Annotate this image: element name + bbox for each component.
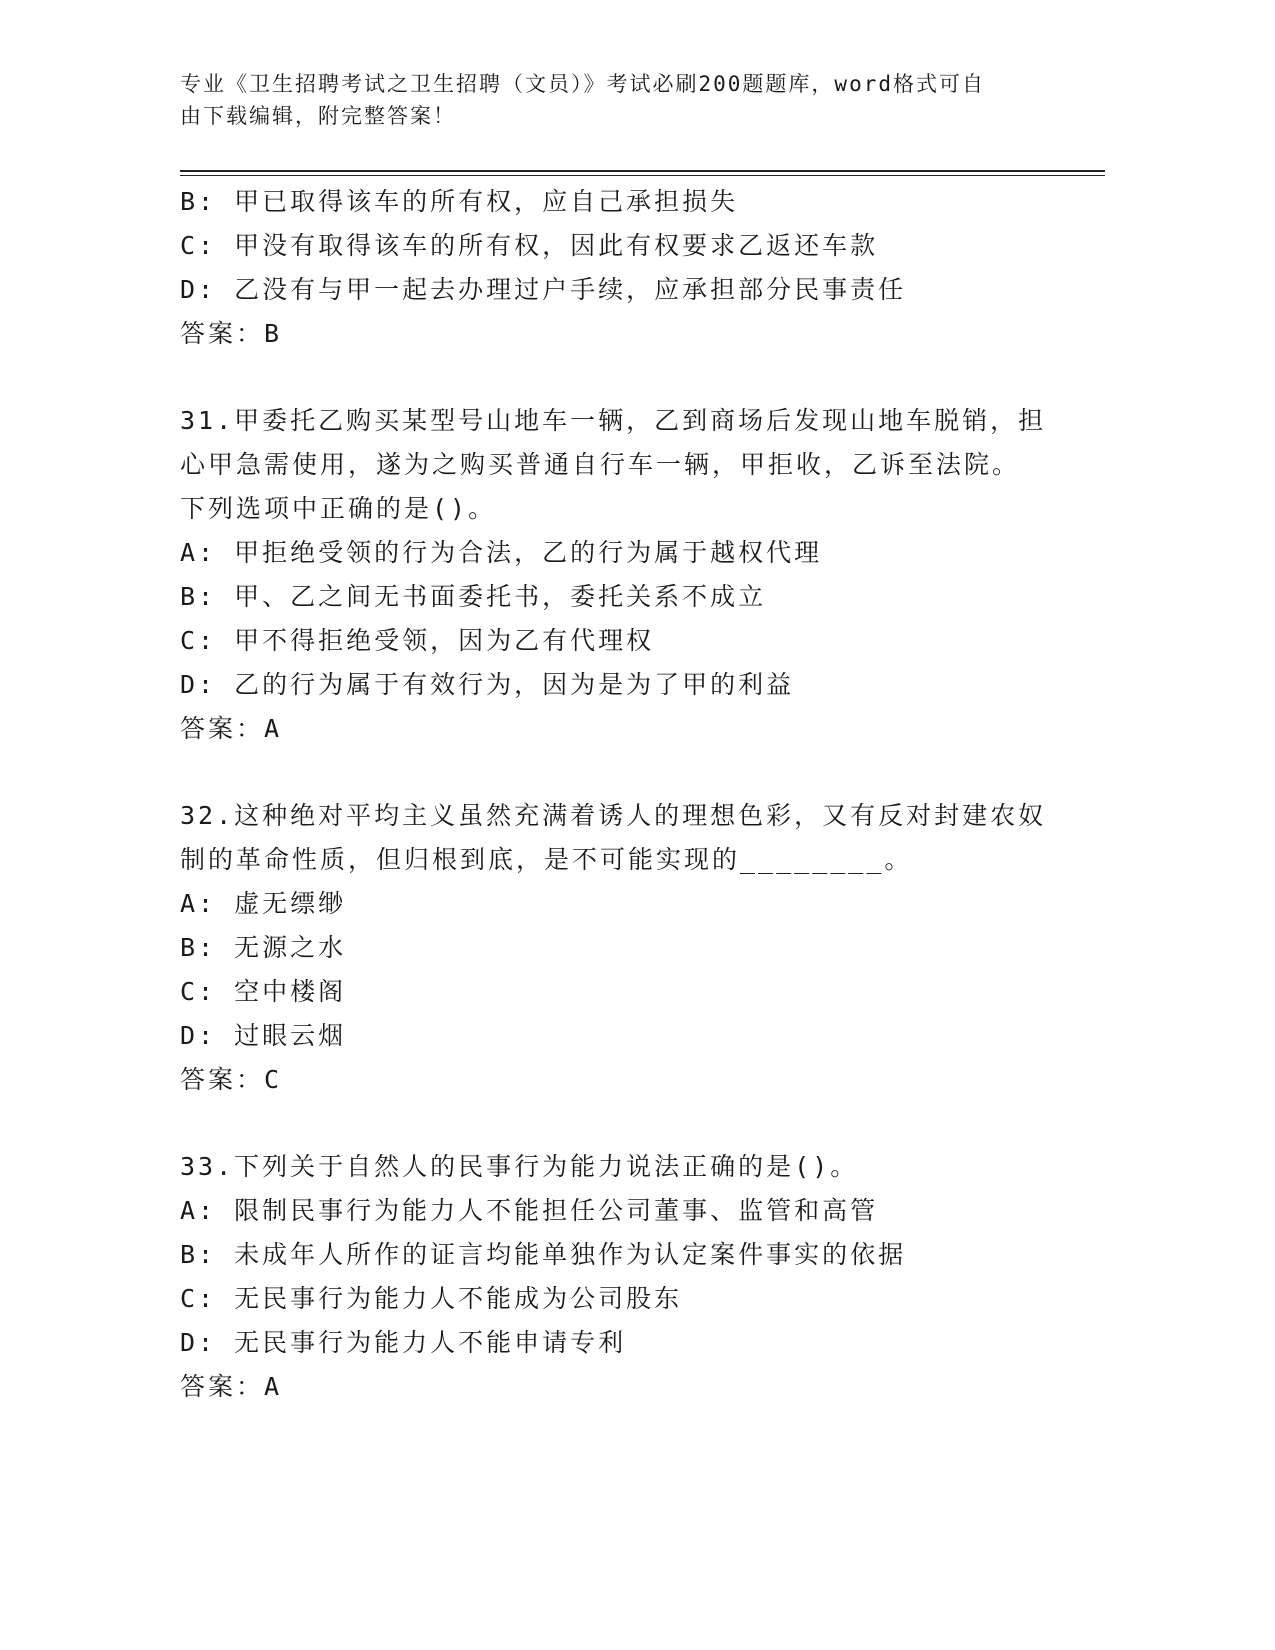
- option-c: C: 无民事行为能力人不能成为公司股东: [180, 1284, 683, 1313]
- option-b: B: 甲已取得该车的所有权，应自己承担损失: [180, 187, 739, 216]
- question-block-31: [180, 399, 1080, 751]
- header-line-2: 由下载编辑，附完整答案！: [180, 104, 456, 128]
- answer-line: 答案：A: [180, 714, 283, 743]
- option-d: D: 乙的行为属于有效行为，因为是为了甲的利益: [180, 670, 795, 699]
- option-b: B: 无源之水: [180, 933, 347, 962]
- header-divider: [180, 170, 1105, 172]
- option-a: A: 虚无缥缈: [180, 889, 347, 918]
- option-b: B: 甲、乙之间无书面委托书，委托关系不成立: [180, 582, 767, 611]
- option-b: B: 未成年人所作的证言均能单独作为认定案件事实的依据: [180, 1240, 907, 1269]
- answer-line: 答案：B: [180, 319, 283, 348]
- option-d: D: 无民事行为能力人不能申请专利: [180, 1328, 627, 1357]
- question-stem: 31.甲委托乙购买某型号山地车一辆，乙到商场后发现山地车脱销，担: [180, 406, 1047, 435]
- question-stem: 33.下列关于自然人的民事行为能力说法正确的是()。: [180, 1152, 859, 1181]
- option-a: A: 甲拒绝受领的行为合法，乙的行为属于越权代理: [180, 538, 823, 567]
- header-line-1: 专业《卫生招聘考试之卫生招聘（文员）》考试必刷200题题库，word格式可自: [180, 72, 985, 96]
- option-c: C: 甲没有取得该车的所有权，因此有权要求乙返还车款: [180, 231, 879, 260]
- answer-line: 答案：C: [180, 1065, 283, 1094]
- option-d: D: 乙没有与甲一起去办理过户手续，应承担部分民事责任: [180, 275, 907, 304]
- option-d: D: 过眼云烟: [180, 1021, 347, 1050]
- question-stem: 制的革命性质，但归根到底，是不可能实现的________。: [180, 845, 913, 874]
- option-c: C: 空中楼阁: [180, 977, 347, 1006]
- document-header: [180, 68, 1040, 132]
- option-c: C: 甲不得拒绝受领，因为乙有代理权: [180, 626, 655, 655]
- question-stem: 下列选项中正确的是()。: [180, 494, 497, 523]
- question-content: [180, 180, 1080, 1409]
- answer-line: 答案：A: [180, 1372, 283, 1401]
- question-stem: 32.这种绝对平均主义虽然充满着诱人的理想色彩，又有反对封建农奴: [180, 801, 1047, 830]
- header-divider-thin: [180, 175, 1105, 176]
- question-block-32: [180, 794, 1080, 1102]
- question-stem: 心甲急需使用，遂为之购买普通自行车一辆，甲拒收，乙诉至法院。: [180, 450, 1021, 479]
- question-block-33: [180, 1145, 1080, 1409]
- question-block-prev: [180, 180, 1080, 356]
- option-a: A: 限制民事行为能力人不能担任公司董事、监管和高管: [180, 1196, 879, 1225]
